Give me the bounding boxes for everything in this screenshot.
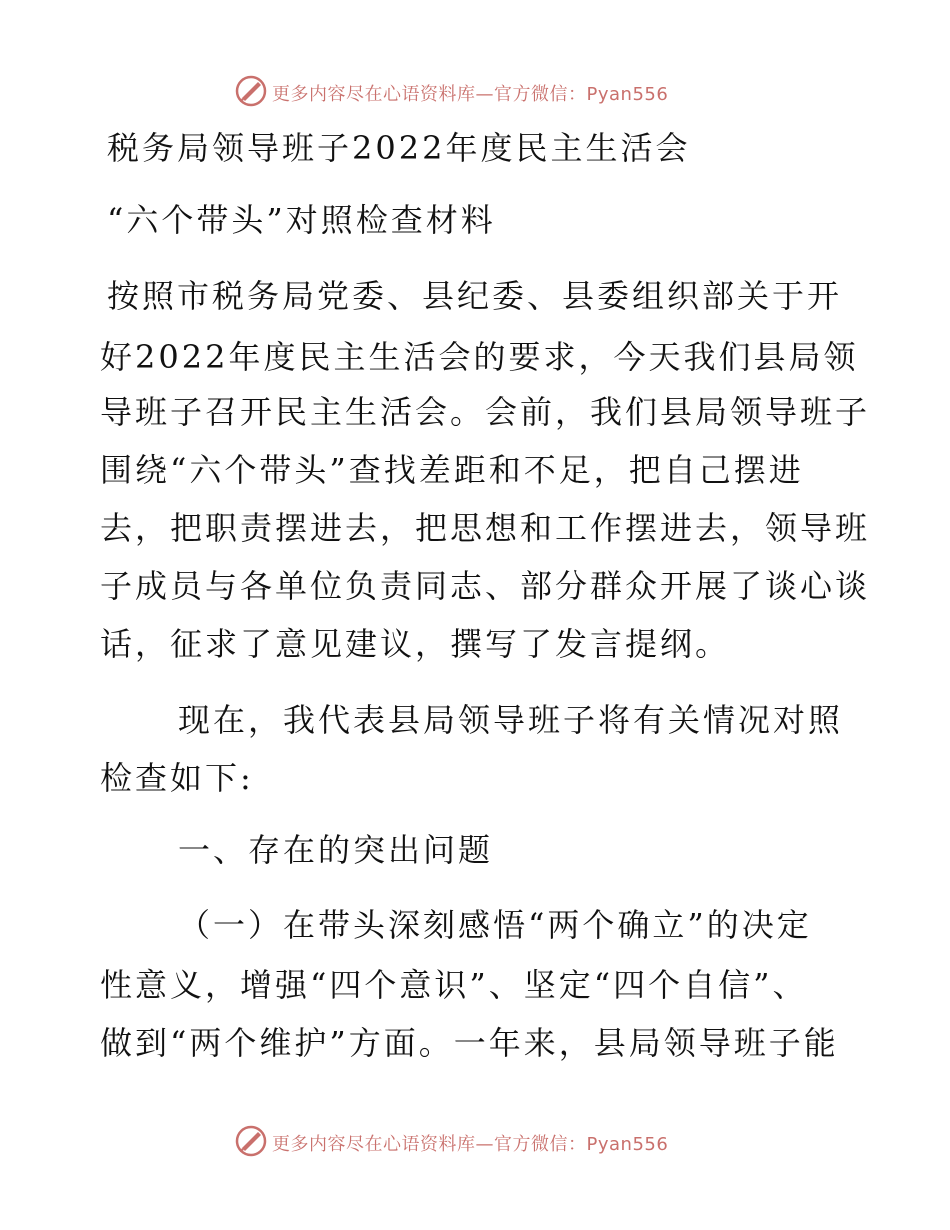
watermark-text: 更多内容尽在心语资料库—官方微信：Pyan556 <box>272 84 669 105</box>
paragraph-1-line-3: 导班子召开民主生活会。会前，我们县局领导班子 <box>100 393 871 431</box>
paragraph-1-line-1: 按照市税务局党委、县纪委、县委组织部关于开 <box>107 277 843 315</box>
document-title-line-2: “六个带头”对照检查材料 <box>107 201 496 239</box>
section-heading-1: 一、存在的突出问题 <box>178 831 494 869</box>
paragraph-3-line-1: （一）在带头深刻感悟“两个确立”的决定 <box>178 906 812 944</box>
paragraph-2-line-2: 检查如下: <box>100 759 254 797</box>
watermark-banner-top <box>0 68 950 112</box>
watermark-text: 更多内容尽在心语资料库—官方微信：Pyan556 <box>272 1134 669 1155</box>
paragraph-1-line-5: 去，把职责摆进去，把思想和工作摆进去，领导班 <box>100 509 871 547</box>
paragraph-2-line-1: 现在，我代表县局领导班子将有关情况对照 <box>178 701 844 739</box>
paragraph-3-line-2: 性意义，增强“四个意识”、坚定“四个自信”、 <box>100 966 808 1004</box>
paragraph-1-line-2: 好2022年度民主生活会的要求，今天我们县局领 <box>100 338 859 376</box>
document-title-line-1: 税务局领导班子2022年度民主生活会 <box>107 129 691 167</box>
paragraph-1-line-7: 话，征求了意见建议，撰写了发言提纲。 <box>100 625 731 663</box>
paragraph-1-line-4: 围绕“六个带头”查找差距和不足，把自己摆进 <box>100 451 804 489</box>
paragraph-3-line-3: 做到“两个维护”方面。一年来，县局领导班子能 <box>100 1024 839 1062</box>
paragraph-1-line-6: 子成员与各单位负责同志、部分群众开展了谈心谈 <box>100 567 871 605</box>
watermark-logo-icon <box>234 74 268 108</box>
watermark-logo-icon <box>234 1124 268 1158</box>
watermark-banner-bottom <box>0 1118 950 1162</box>
